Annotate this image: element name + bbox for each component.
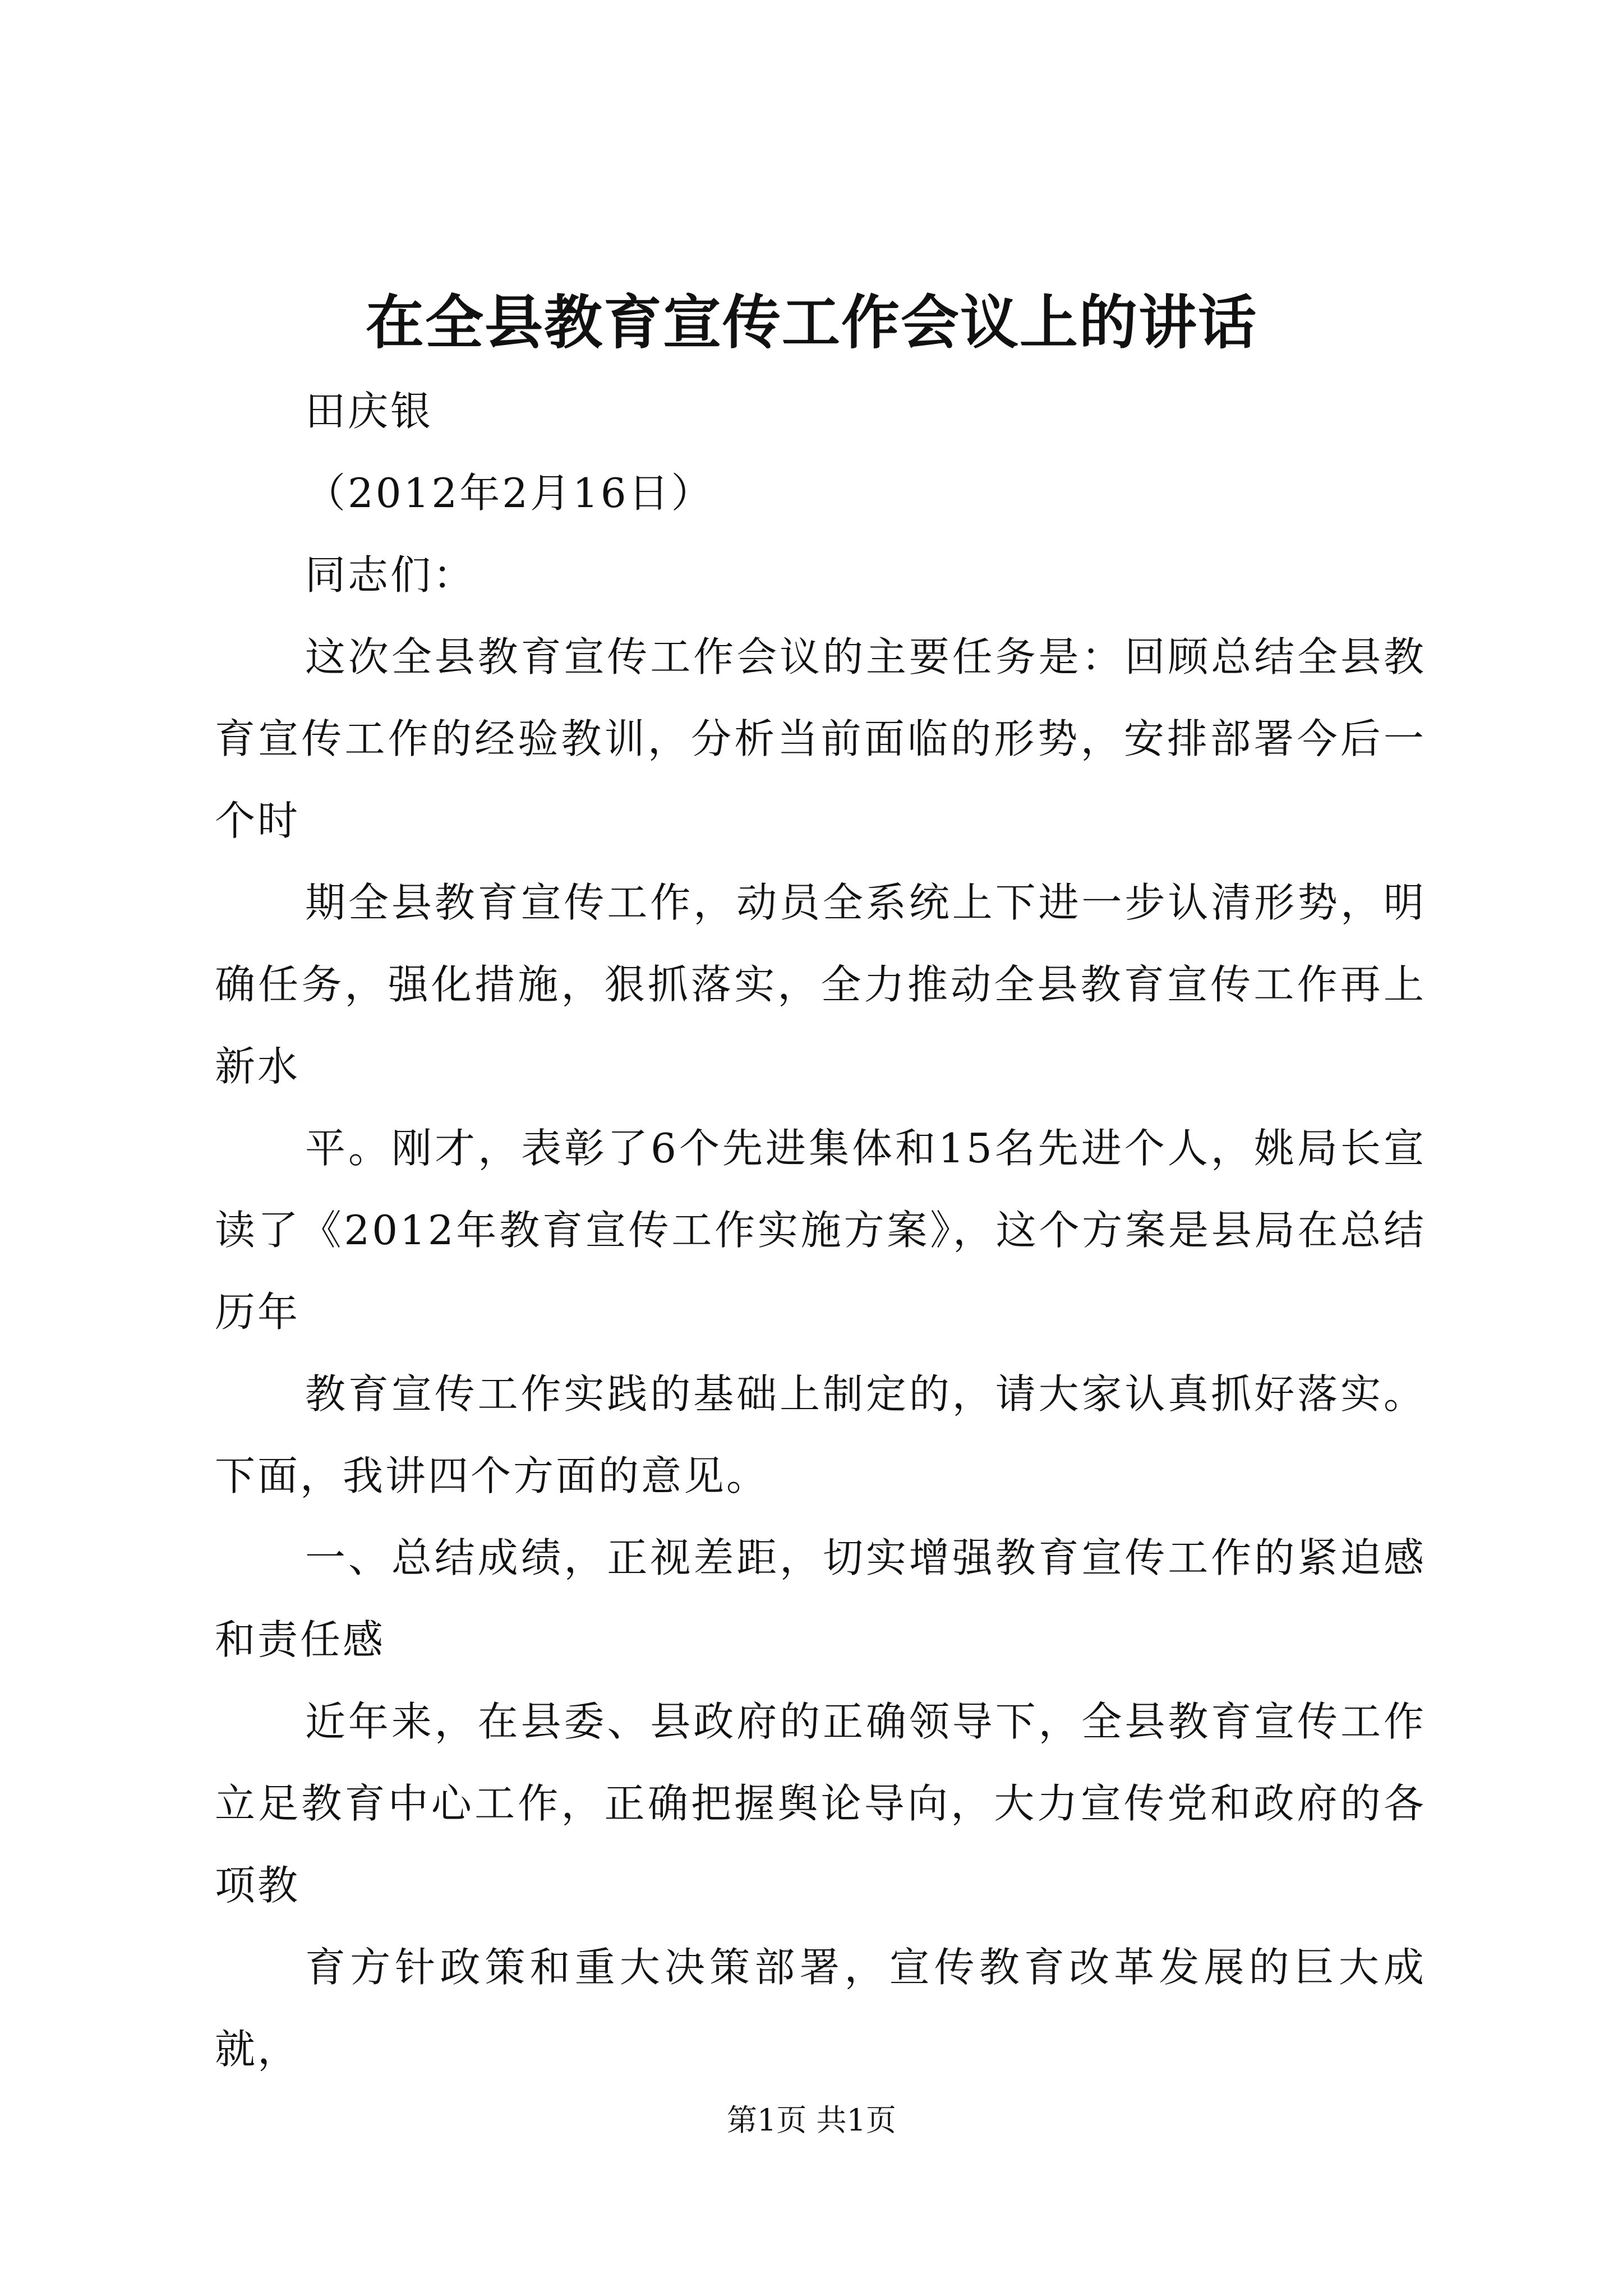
page-footer: 第1页 共1页 (727, 2102, 896, 2138)
salutation: 同志们： (305, 551, 476, 599)
paragraph: 平。刚才，表彰了6个先进集体和15名先进个人，姚局长宣读了《2012年教育宣传工作实施方案》，这个方案是县局在总结历年 (215, 1125, 1426, 1336)
paragraph: 教育宣传工作实践的基础上制定的，请大家认真抓好落实。下面，我讲四个方面的意见。 (215, 1370, 1426, 1499)
paragraph: 期全县教育宣传工作，动员全系统上下进一步认清形势，明确任务，强化措施，狠抓落实，全力推动全县教育宣传工作再上新水 (215, 879, 1426, 1090)
section-heading: 一、总结成绩，正视差距，切实增强教育宣传工作的紧迫感和责任感 (215, 1534, 1426, 1663)
paragraph: 育方针政策和重大决策部署，宣传教育改革发展的巨大成就， (215, 1944, 1426, 2073)
paragraph: 近年来，在县委、县政府的正确领导下，全县教育宣传工作立足教育中心工作，正确把握舆论导向，大力宣传党和政府的各项教 (215, 1698, 1426, 1909)
author-line: 田庆银 (305, 388, 434, 435)
document-title: 在全县教育宣传工作会议上的讲话 (365, 288, 1257, 357)
paragraph: 这次全县教育宣传工作会议的主要任务是：回顾总结全县教育宣传工作的经验教训，分析当前面临的形势，安排部署今后一个时 (215, 633, 1426, 844)
document-body (215, 370, 1426, 2090)
date-line: （2012年2月16日） (305, 470, 714, 517)
